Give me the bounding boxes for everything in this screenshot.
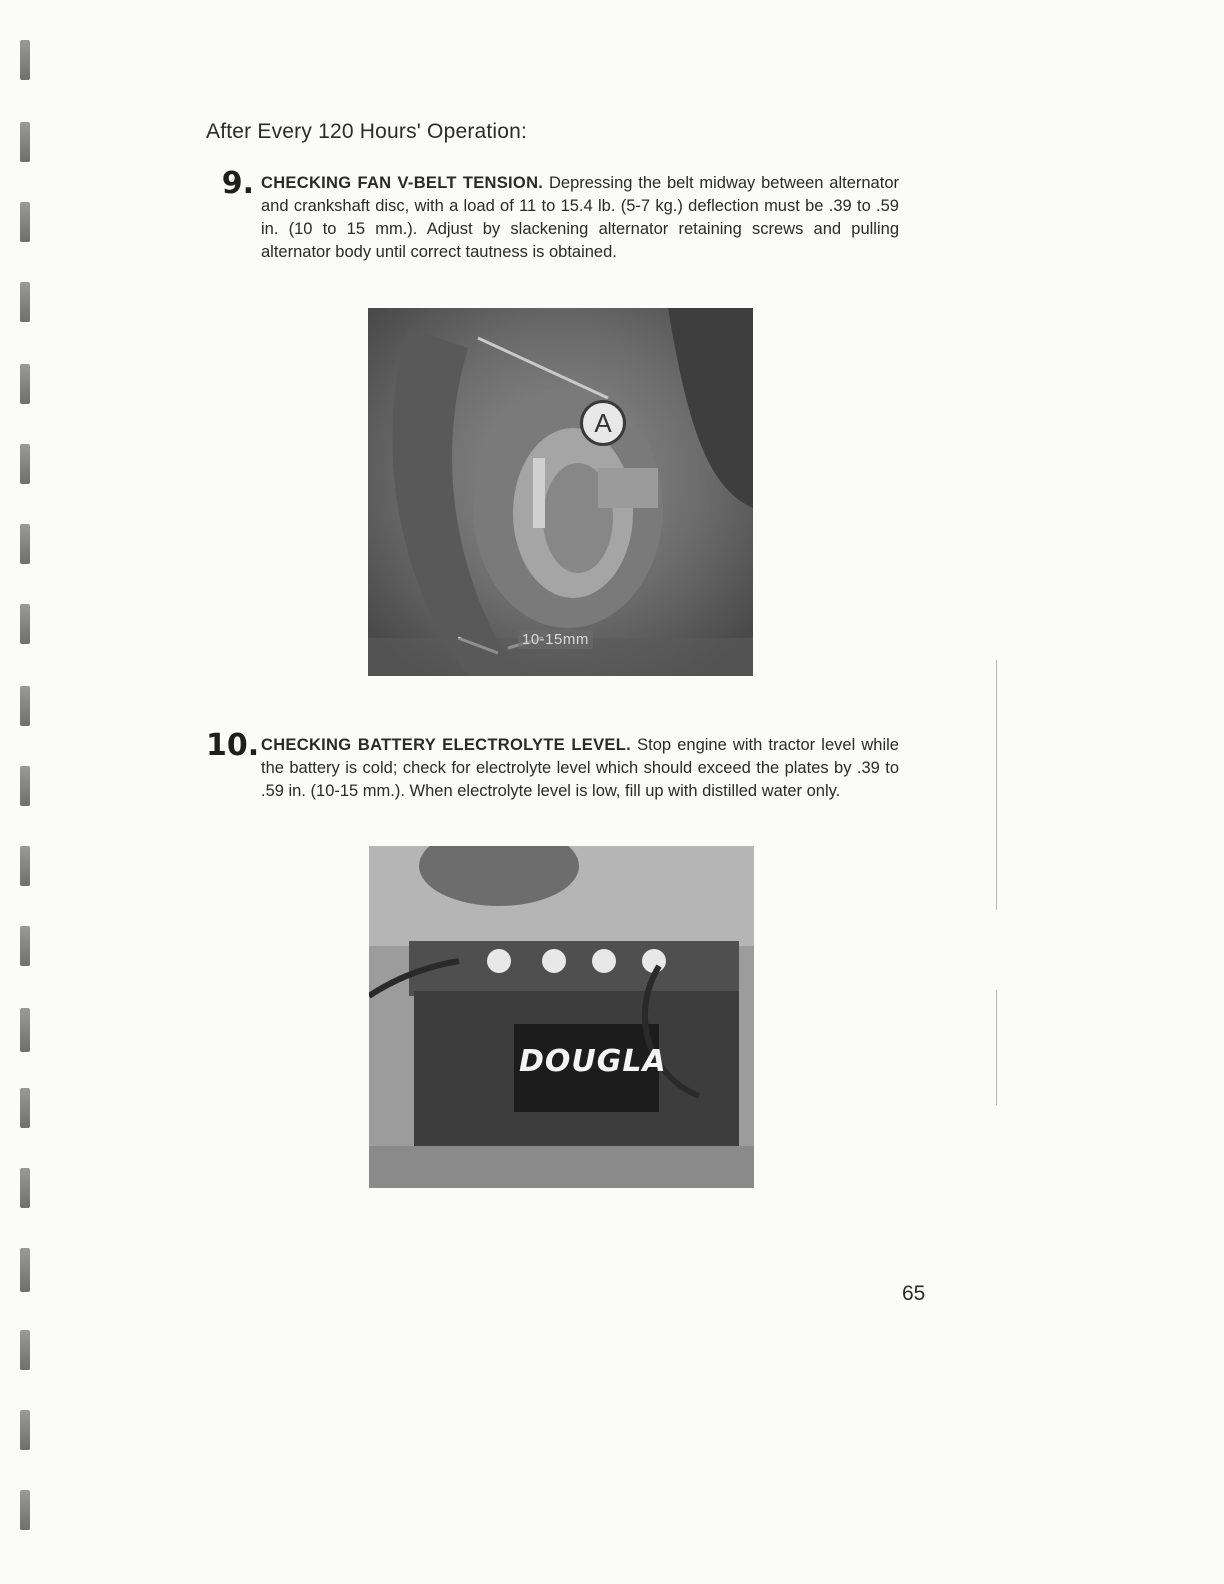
binding-hole xyxy=(20,524,30,564)
binding-hole xyxy=(20,1088,30,1128)
step-title: CHECKING BATTERY ELECTROLYTE LEVEL. xyxy=(261,736,631,754)
binding-hole xyxy=(20,1490,30,1530)
fan-belt-photo xyxy=(368,308,753,676)
binding-hole xyxy=(20,282,30,322)
fan-belt-image xyxy=(368,308,753,676)
step-text xyxy=(261,734,899,803)
measurement-label: 10-15mm xyxy=(518,630,593,649)
binding-hole xyxy=(20,1008,30,1052)
page-heading: After Every 120 Hours' Operation: xyxy=(206,120,528,143)
binding-hole xyxy=(20,604,30,644)
page-number: 65 xyxy=(902,1282,926,1305)
binding-hole xyxy=(20,1248,30,1292)
binding-hole xyxy=(20,444,30,484)
battery-photo xyxy=(369,846,754,1188)
binding-hole xyxy=(20,1410,30,1450)
battery-image xyxy=(369,846,754,1188)
binding-hole xyxy=(20,40,30,80)
spiral-binding xyxy=(14,30,38,1570)
binding-hole xyxy=(20,766,30,806)
step-number: 9. xyxy=(221,166,254,201)
binding-hole xyxy=(20,846,30,886)
binding-hole xyxy=(20,1168,30,1208)
step-title: CHECKING FAN V-BELT TENSION. xyxy=(261,174,544,192)
margin-mark xyxy=(996,990,997,1105)
binding-hole xyxy=(20,122,30,162)
step-number: 10. xyxy=(206,728,260,763)
binding-hole xyxy=(20,926,30,966)
callout-marker: A xyxy=(580,400,626,446)
binding-hole xyxy=(20,1330,30,1370)
step-body: Depressing the belt midway between alternator and crankshaft disc, with a load of 11 to 15.4 lb. (5-7 kg.) deflection must be .39 to .59 in. (10 to 15 mm.). Adjust by slackening alternator retaining screws and pulling alternator body until correct tautness is obtained. xyxy=(261,174,899,261)
margin-mark xyxy=(996,660,997,910)
binding-hole xyxy=(20,686,30,726)
step-body: Stop engine with tractor level while the battery is cold; check for electrolyte level which should exceed the plates by .39 to .59 in. (10-15 mm.). When electrolyte level is low, fill up with distilled water only. xyxy=(261,736,899,800)
binding-hole xyxy=(20,364,30,404)
battery-brand-label: DOUGLA xyxy=(519,1044,667,1079)
binding-hole xyxy=(20,202,30,242)
step-text xyxy=(261,172,899,264)
